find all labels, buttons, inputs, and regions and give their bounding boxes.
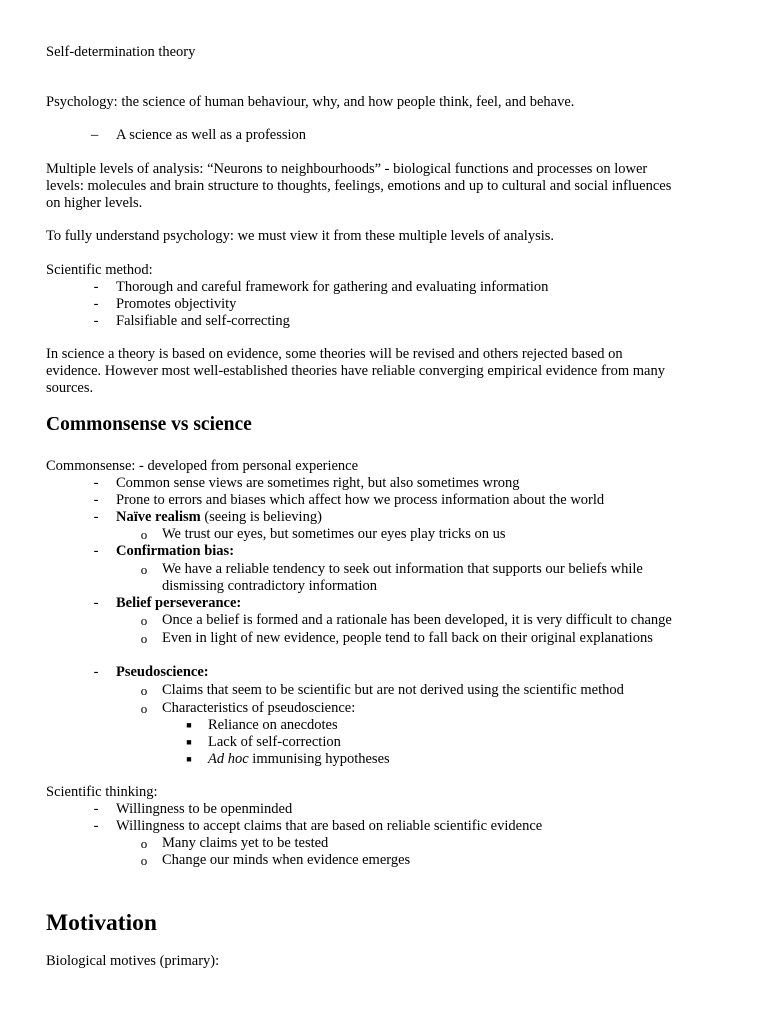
heading-commonsense-vs-science: Commonsense vs science [46, 414, 252, 435]
list-item: Common sense views are sometimes right, but also sometimes wrong [116, 475, 520, 491]
dash-bullet: - [93, 818, 99, 834]
circle-bullet: o [140, 701, 148, 716]
sub-list-item: Many claims yet to be tested [162, 835, 329, 851]
dash-bullet: – [91, 127, 99, 143]
sub-sub-list-item: Lack of self-correction [208, 734, 341, 750]
theory-paragraph-line: evidence. However most well-established theories have reliable converging empirical evidence from many [46, 363, 665, 379]
sub-list-item: We have a reliable tendency to seek out information that supports our beliefs while [162, 561, 643, 577]
sub-list-item: Once a belief is formed and a rationale has been developed, it is very difficult to change [162, 612, 672, 628]
list-item: Willingness to be openminded [116, 801, 293, 817]
pseudoscience-term: Pseudoscience: [116, 664, 209, 680]
dash-bullet: - [93, 313, 99, 329]
dash-bullet: - [93, 543, 99, 559]
biological-motives-label: Biological motives (primary): [46, 953, 220, 969]
sub-list-item: We trust our eyes, but sometimes our eyes play tricks on us [162, 526, 506, 542]
list-item-confirmation-bias [116, 543, 234, 560]
list-item: Willingness to accept claims that are based on reliable scientific evidence [116, 818, 543, 834]
levels-paragraph-line: levels: molecules and brain structure to thoughts, feelings, emotions and up to cultural and social influences [46, 178, 672, 194]
circle-bullet: o [140, 562, 148, 577]
dash-bullet: - [93, 296, 99, 312]
square-bullet: ■ [186, 754, 192, 764]
sub-list-item: Characteristics of pseudoscience: [162, 700, 356, 716]
circle-bullet: o [140, 527, 148, 542]
sub-list-item: Change our minds when evidence emerges [162, 852, 411, 868]
sub-sub-list-item: Reliance on anecdotes [208, 717, 338, 733]
sub-list-item: Claims that seem to be scientific but are not derived using the scientific method [162, 682, 624, 698]
sub-sub-list-item-ad-hoc [208, 751, 390, 768]
ad-hoc-rest: immunising hypotheses [248, 751, 390, 767]
dash-bullet: - [93, 801, 99, 817]
list-item-naive-realism [116, 509, 322, 526]
levels-paragraph-line: Multiple levels of analysis: “Neurons to neighbourhoods” - biological functions and processes on lower [46, 161, 648, 177]
list-item: Thorough and careful framework for gathering and evaluating information [116, 279, 549, 295]
belief-perseverance-term: Belief perseverance: [116, 595, 242, 611]
list-item: Falsifiable and self-correcting [116, 313, 290, 329]
circle-bullet: o [140, 683, 148, 698]
circle-bullet: o [140, 853, 148, 868]
circle-bullet: o [140, 631, 148, 646]
dash-bullet: - [93, 475, 99, 491]
list-item: Prone to errors and biases which affect how we process information about the world [116, 492, 605, 508]
dash-bullet: - [93, 664, 99, 680]
psychology-sub-item: A science as well as a profession [116, 127, 307, 143]
dash-bullet: - [93, 279, 99, 295]
square-bullet: ■ [186, 737, 192, 747]
psychology-definition: Psychology: the science of human behaviour, why, and how people think, feel, and behave. [46, 94, 575, 110]
list-item-pseudoscience [116, 664, 209, 681]
square-bullet: ■ [186, 720, 192, 730]
ad-hoc-term: Ad hoc [208, 751, 249, 767]
scientific-method-label: Scientific method: [46, 262, 153, 278]
circle-bullet: o [140, 613, 148, 628]
dash-bullet: - [93, 595, 99, 611]
dash-bullet: - [93, 492, 99, 508]
circle-bullet: o [140, 836, 148, 851]
fully-understand-paragraph: To fully understand psychology: we must view it from these multiple levels of analysis. [46, 228, 555, 244]
sub-list-item: Even in light of new evidence, people tend to fall back on their original explanations [162, 630, 653, 646]
theory-paragraph-line: In science a theory is based on evidence, some theories will be revised and others rejected based on [46, 346, 623, 362]
list-item: Promotes objectivity [116, 296, 237, 312]
levels-paragraph-line: on higher levels. [46, 195, 143, 211]
document-title: Self-determination theory [46, 44, 196, 60]
confirmation-bias-term: Confirmation bias: [116, 543, 235, 559]
list-item-belief-perseverance [116, 595, 241, 612]
naive-realism-note: (seeing is believing) [200, 509, 322, 525]
heading-motivation: Motivation [46, 910, 157, 936]
dash-bullet: - [93, 509, 99, 525]
naive-realism-term: Naïve realism [116, 509, 201, 525]
scientific-thinking-label: Scientific thinking: [46, 784, 158, 800]
sub-list-item-continuation: dismissing contradictory information [162, 578, 378, 594]
theory-paragraph-line: sources. [46, 380, 94, 396]
commonsense-label: Commonsense: - developed from personal experience [46, 458, 359, 474]
